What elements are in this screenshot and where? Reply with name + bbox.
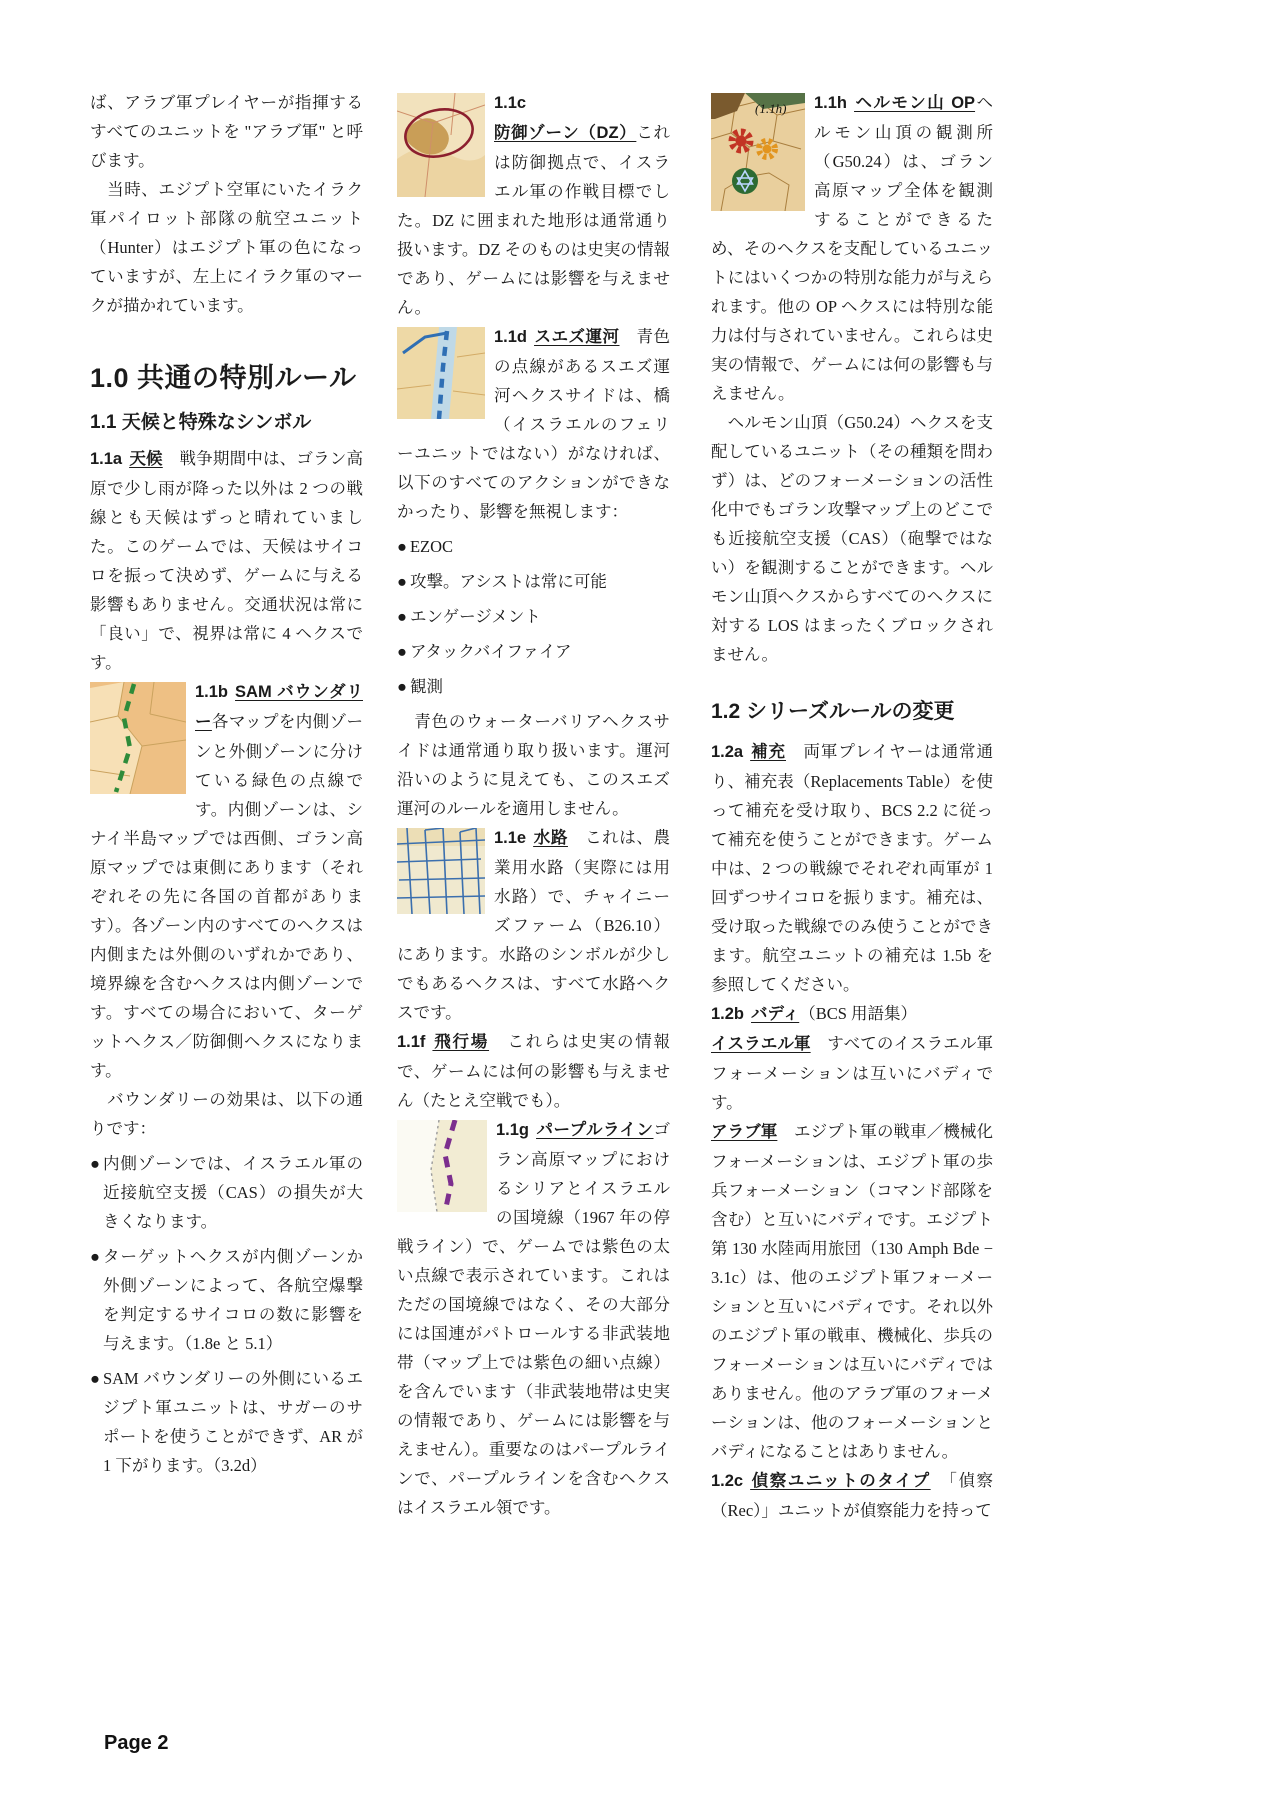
waterway-map-figure bbox=[397, 828, 485, 914]
section-label: 1.1d bbox=[494, 328, 528, 346]
mount-hermon-map-figure bbox=[711, 93, 805, 211]
section-term: 偵察ユニットのタイプ bbox=[750, 1472, 931, 1490]
heading-1-1: 1.1 天候と特殊なシンボル bbox=[90, 412, 312, 433]
section-text: 青色の点線があるスエズ運河ヘクスサイドは、橋（イスラエルのフェリーユニットではない）がなければ、以下のすべてのアクションができなかったり、影響を無視します： bbox=[397, 327, 671, 521]
section-text: （BCS 用語集） bbox=[799, 1004, 918, 1023]
bullet-icon: ● bbox=[397, 677, 407, 696]
section-1-1h-mount-hermon-op bbox=[711, 88, 993, 408]
list-item bbox=[397, 567, 670, 596]
section-1-1b-sam-boundary bbox=[90, 677, 363, 1085]
column-left bbox=[90, 88, 363, 1486]
section-term: バディ bbox=[751, 1005, 800, 1023]
section-text: エジプト軍の戦車／機械化フォーメーションは、エジプト軍の歩兵フォーメーション（コマンド部隊を含む）と互いにバディです。エジプト第 130 水陸両用旅団（130 Amph Bde − 3.1c）は、他のエジプト軍フォーメーションと互いにバディです。それ以外のエジプト軍の戦車、機械化、歩兵のフォーメーションは互いにバディではありません。他のアラブ軍のフォーメーションは、他のフォーメーションとバディになることはありません。 bbox=[711, 1122, 993, 1461]
mount-hermon-map-icon bbox=[711, 93, 805, 211]
list-item-text: アタックバイファイア bbox=[409, 642, 572, 661]
list-item-text: SAM バウンダリーの外側にいるエジプト軍ユニットは、サガーのサポートを使うことができず、AR が 1 下がります。（3.2d） bbox=[102, 1369, 363, 1475]
list-item bbox=[397, 532, 670, 561]
sam-boundary-map-icon bbox=[90, 682, 186, 794]
section-label: 1.1h bbox=[814, 94, 848, 112]
section-label: 1.1b bbox=[195, 683, 229, 701]
purple-line-map-figure bbox=[397, 1120, 487, 1212]
section-text: ゴラン高原マップにおけるシリアとイスラエルの国境線（1967 年の停戦ライン）で、ゲームでは紫色の太い点線で表示されています。これはただの国境線ではなく、その大部分には国連がパトロールする非武装地帯（マップ上では紫色の細い点線）を含んでいます（非武装地帯は史実の情報であり、ゲームには影響を与えません）。重要なのはパープルラインで、パープルラインを含むヘクスはイスラエル領です。 bbox=[397, 1120, 670, 1517]
sam-boundary-map-figure bbox=[90, 682, 186, 794]
list-item bbox=[397, 602, 670, 631]
section-text: 両軍プレイヤーは通常通り、補充表（Replacements Table）を使って補充を受け取り、BCS 2.2 に従って補充を使うことができます。ゲーム中は、2 つの戦線でそれぞれ両軍が 1 回ずつサイコロを振ります。補充は、受け取った戦線でのみ使うことができます。航空ユニットの補充は 1.5b を参照してください。 bbox=[711, 742, 994, 994]
list-item bbox=[90, 1364, 363, 1480]
canal-restrictions-list bbox=[397, 532, 670, 701]
water-barrier-paragraph bbox=[397, 707, 670, 823]
section-label: 1.1a bbox=[90, 450, 123, 468]
section-term: イスラエル軍 bbox=[711, 1035, 811, 1053]
boundary-effects-list bbox=[90, 1149, 363, 1480]
section-term: パープルライン bbox=[536, 1121, 654, 1139]
section-label: 1.2c bbox=[711, 1472, 744, 1490]
section-label: 1.1e bbox=[494, 829, 527, 847]
section-term: アラブ軍 bbox=[711, 1123, 778, 1141]
hermon-op-paragraph-2 bbox=[711, 408, 993, 669]
list-item bbox=[90, 1242, 363, 1358]
list-item-text: 観測 bbox=[409, 677, 443, 696]
section-text: ヘルモン山頂の観測所（G50.24）は、ゴラン高原マップ全体を観測することができるため、そのヘクスを支配しているユニットにはいくつかの特別な能力が与えられます。他の OP ヘクスには特別な能力は付与されていません。これらは史実の情報で、ゲームには何の影響も与えません。 bbox=[711, 93, 993, 403]
defensive-zone-map-figure bbox=[397, 93, 485, 197]
buddy-israel-paragraph bbox=[711, 1029, 993, 1117]
section-label: 1.1g bbox=[496, 1121, 530, 1139]
section-1-2a-replacements bbox=[711, 737, 993, 999]
section-label: 1.2b bbox=[711, 1005, 745, 1023]
section-text: 戦争期間中は、ゴラン高原で少し雨が降った以外は 2 つの戦線とも天候はずっと晴れていました。このゲームでは、天候はサイコロを振って決めず、ゲームに与える影響もありません。交通状況は常に「良い」で、視界は常に 4 ヘクスです。 bbox=[90, 449, 364, 672]
paragraph-text: ば、アラブ軍プレイヤーが指揮するすべてのユニットを "アラブ軍" と呼びます。 bbox=[90, 93, 363, 170]
bullet-icon: ● bbox=[397, 537, 407, 556]
section-text: これは防御拠点で、イスラエル軍の作戦目標でした。DZ に囲まれた地形は通常通り扱います。DZ そのものは史実の情報であり、ゲームには影響を与えません。 bbox=[397, 123, 671, 317]
column-right bbox=[711, 88, 993, 1525]
section-label: 1.2a bbox=[711, 743, 744, 761]
section-1-1a-weather bbox=[90, 444, 363, 677]
list-item-text: 内側ゾーンでは、イスラエル軍の近接航空支援（CAS）の損失が大きくなります。 bbox=[102, 1154, 363, 1231]
paragraph-text: ヘルモン山頂（G50.24）ヘクスを支配しているユニット（その種類を問わず）は、どのフォーメーションの活性化中でもゴラン攻撃マップ上のどこでも近接航空支援（CAS）（砲撃ではない）を観測することができます。ヘルモン山頂ヘクスからすべてのヘクスに対する LOS はまったくブロックされません。 bbox=[711, 413, 993, 664]
heading-1-0: 1.0 共通の特別ルール bbox=[90, 363, 357, 393]
section-text: 各マップを内側ゾーンと外側ゾーンに分けている緑色の点線です。内側ゾーンは、シナイ半島マップでは西側、ゴラン高原マップでは東側にあります（それぞれその先に各国の首都があります）。各ゾーン内のすべてのヘクスは内側または外側のいずれかであり、境界線を含むヘクスは内側ゾーンです。すべての場合において、ターゲットヘクス／防御側ヘクスになります。 bbox=[90, 712, 363, 1080]
section-term: スエズ運河 bbox=[534, 328, 620, 346]
section-1-2c-recon-unit-type bbox=[711, 1466, 993, 1525]
list-item-text: EZOC bbox=[409, 537, 454, 556]
section-term: SAM バウンダリー bbox=[195, 683, 363, 731]
section-1-2b-buddy bbox=[711, 999, 993, 1029]
figure-label: (1.1h) bbox=[755, 101, 787, 116]
section-label: 1.1c bbox=[494, 94, 527, 112]
page-number: Page 2 bbox=[104, 1732, 169, 1754]
section-text: これは、農業用水路（実際には用水路）で、チャイニーズファーム（B26.10）にあります。水路のシンボルが少しでもあるヘクスは、すべて水路ヘクスです。 bbox=[397, 828, 670, 1022]
section-term: 水路 bbox=[533, 829, 568, 847]
suez-canal-map-figure bbox=[397, 327, 485, 419]
list-item bbox=[397, 637, 670, 666]
paragraph-iraq-units bbox=[90, 175, 363, 320]
bullet-icon: ● bbox=[90, 1247, 100, 1266]
section-term: 天候 bbox=[129, 450, 163, 468]
heading-1-2: 1.2 シリーズルールの変更 bbox=[711, 700, 955, 723]
section-text: これらは史実の情報で、ゲームには何の影響も与えません（たとえ空戦でも）。 bbox=[397, 1032, 671, 1110]
section-text: すべてのイスラエル軍フォーメーションは互いにバディです。 bbox=[711, 1034, 993, 1112]
bullet-icon: ● bbox=[90, 1369, 100, 1388]
section-1-1e-waterway bbox=[397, 823, 670, 1027]
purple-line-map-icon bbox=[397, 1120, 487, 1212]
section-1-1f-airfields bbox=[397, 1027, 670, 1115]
section-term: ヘルモン山 OP bbox=[854, 94, 976, 112]
paragraph-text: バウンダリーの効果は、以下の通りです： bbox=[90, 1090, 363, 1138]
bullet-icon: ● bbox=[397, 572, 407, 591]
list-item bbox=[90, 1149, 363, 1236]
section-1-1g-purple-line bbox=[397, 1115, 670, 1522]
buddy-arab-paragraph bbox=[711, 1117, 993, 1466]
defensive-zone-map-icon bbox=[397, 93, 485, 197]
section-term: 飛行場 bbox=[432, 1033, 490, 1051]
paragraph-continued bbox=[90, 88, 363, 175]
section-term: 補充 bbox=[750, 743, 786, 761]
paragraph-text: 当時、エジプト空軍にいたイラク軍パイロット部隊の航空ユニット（Hunter）はエジプト軍の色になっていますが、左上にイラク軍のマークが描かれています。 bbox=[90, 180, 363, 315]
section-1-1c-defensive-zone bbox=[397, 88, 670, 322]
bullet-icon: ● bbox=[90, 1154, 100, 1173]
list-item-text: 攻撃。アシストは常に可能 bbox=[409, 572, 607, 591]
section-1-1d-suez-canal bbox=[397, 322, 670, 526]
waterway-map-icon bbox=[397, 828, 485, 914]
list-item-text: ターゲットヘクスが内側ゾーンか外側ゾーンによって、各航空爆撃を判定するサイコロの数に影響を与えます。（1.8e と 5.1） bbox=[102, 1247, 363, 1353]
column-middle bbox=[397, 88, 670, 1522]
paragraph-text: 青色のウォーターバリアヘクスサイドは通常通り取り扱います。運河沿いのように見えても、このスエズ運河のルールを適用しません。 bbox=[397, 712, 670, 818]
section-text: 「偵察（Rec）」ユニットが偵察能力を持って bbox=[711, 1471, 994, 1520]
bullet-icon: ● bbox=[397, 642, 407, 661]
section-term: 防御ゾーン（DZ） bbox=[494, 124, 637, 142]
list-item bbox=[397, 672, 670, 701]
section-label: 1.1f bbox=[397, 1033, 426, 1051]
bullet-icon: ● bbox=[397, 607, 407, 626]
suez-canal-map-icon bbox=[397, 327, 485, 419]
boundary-effects-intro bbox=[90, 1085, 363, 1143]
list-item-text: エンゲージメント bbox=[409, 607, 541, 626]
